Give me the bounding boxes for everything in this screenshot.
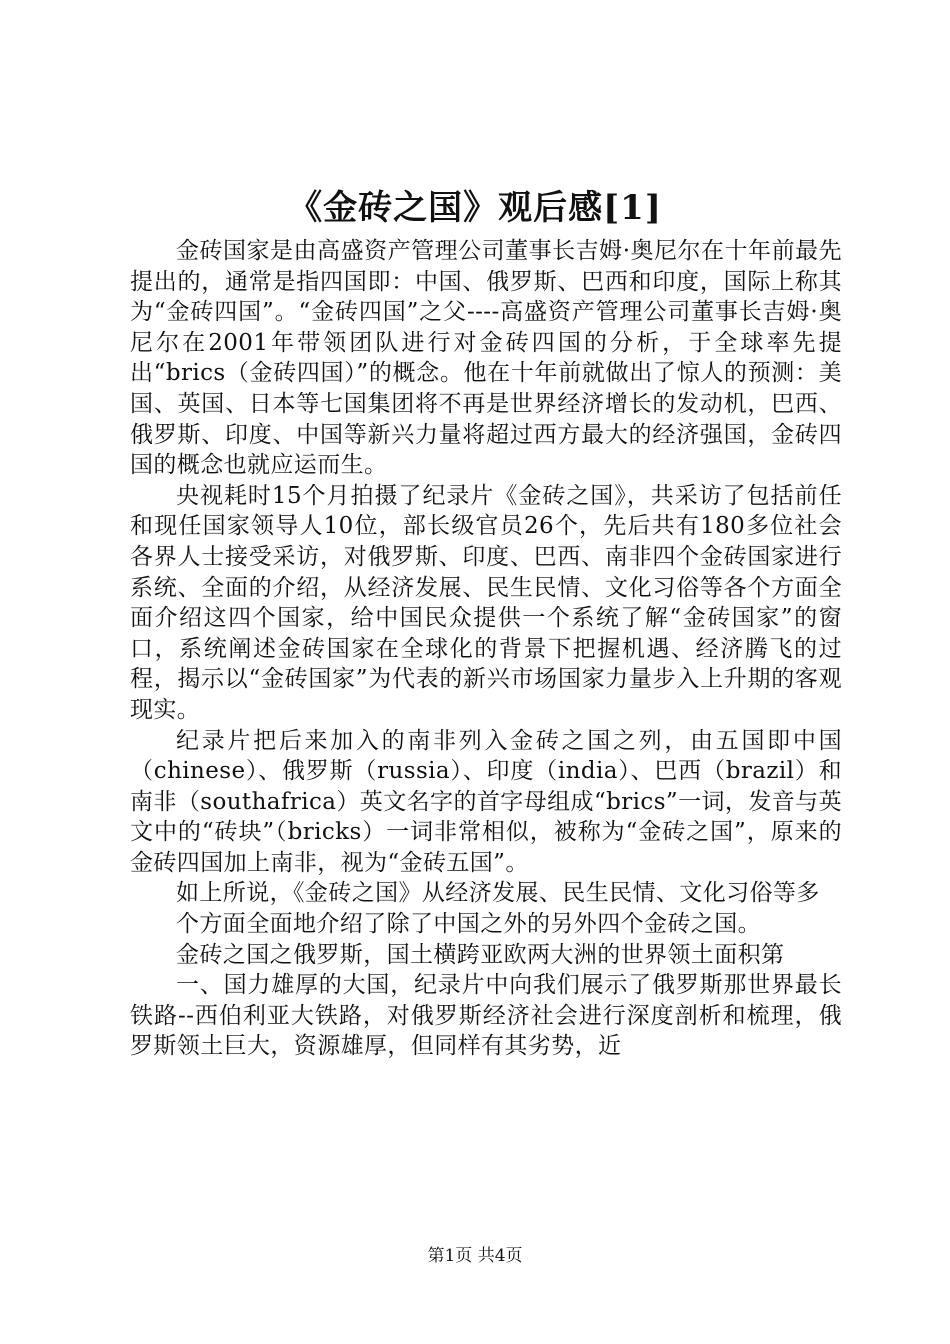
paragraph-2: 央视耗时15个月拍摄了纪录片《金砖之国》，共采访了包括前任和现任国家领导人10位，部长级官员26个，先后共有180多位社会各界人士接受采访，对俄罗斯、印度、巴西、南非四个金砖国家进行系统、全面的介绍，从经济发展、民生民情、文化习俗等各个方面全面介绍这四个国家，给中国民众提供一个系统了解“金砖国家”的窗口，系统阐述金砖国家在全球化的背景下把握机遇、经济腾飞的过程，揭示以“金砖国家”为代表的新兴市场国家力量步入上升期的客观现实。 <box>130 482 842 723</box>
paragraph-4: 如上所说，《金砖之国》从经济发展、民生民情、文化习俗等多 <box>176 880 820 907</box>
paragraph-6: 金砖之国之俄罗斯，国土横跨亚欧两大洲的世界领土面积第 <box>176 941 785 968</box>
document-body <box>130 236 842 1062</box>
document-title: 《金砖之国》观后感[1] <box>288 188 662 228</box>
page-footer: 第1页 共4页 <box>427 1246 523 1266</box>
paragraph-7: 一、国力雄厚的大国，纪录片中向我们展示了俄罗斯那世界最长铁路--西伯利亚大铁路，对俄罗斯经济社会进行深度剖析和梳理，俄罗斯领土巨大，资源雄厚，但同样有其劣势，近 <box>130 972 842 1060</box>
paragraph-1: 金砖国家是由高盛资产管理公司董事长吉姆·奥尼尔在十年前最先提出的，通常是指四国即：中国、俄罗斯、巴西和印度，国际上称其为“金砖四国”。“金砖四国”之父----高盛资产管理公司董事长吉姆·奥尼尔在2001年带领团队进行对金砖四国的分析，于全球率先提出“brics（金砖四国）”的概念。他在十年前就做出了惊人的预测：美国、英国、日本等七国集团将不再是世界经济增长的发动机，巴西、俄罗斯、印度、中国等新兴力量将超过西方最大的经济强国，金砖四国的概念也就应运而生。 <box>130 238 842 479</box>
paragraph-3: 纪录片把后来加入的南非列入金砖之国之列，由五国即中国（chinese）、俄罗斯（russia）、印度（india）、巴西（brazil）和南非（southafrica）英文名字的首字母组成“brics”一词，发音与英文中的“砖块”（bricks）一词非常相似，被称为“金砖之国”，原来的金砖四国加上南非，视为“金砖五国”。 <box>130 727 842 876</box>
paragraph-5: 个方面全面地介绍了除了中国之外的另外四个金砖之国。 <box>176 911 761 938</box>
